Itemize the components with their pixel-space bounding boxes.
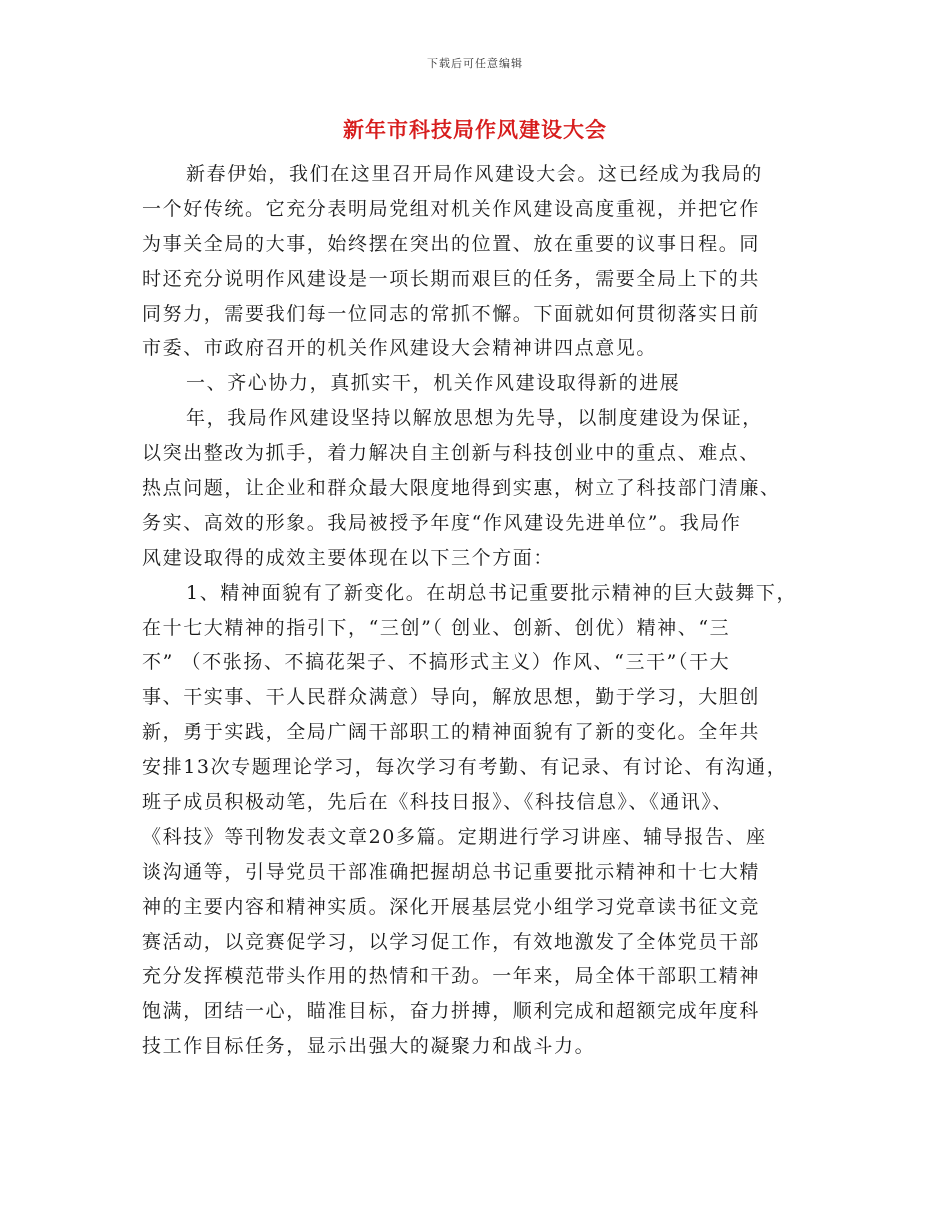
paragraph-line: 热点问题，让企业和群众最大限度地得到实惠，树立了科技部门清廉、	[142, 477, 781, 500]
paragraph-line: 不” （不张扬、不搞花架子、不搞形式主义）作风、“三干”（干大	[142, 651, 731, 674]
paragraph-line: 为事关全局的大事，始终摆在突出的位置、放在重要的议事日程。同	[142, 232, 761, 255]
paragraph-line: 一个好传统。它充分表明局党组对机关作风建设高度重视，并把它作	[142, 197, 761, 220]
paragraph-line: 时还充分说明作风建设是一项长期而艰巨的任务，需要全局上下的共	[142, 267, 761, 290]
paragraph-line: 安排13次专题理论学习，每次学习有考勤、有记录、有讨论、有沟通，	[142, 756, 788, 779]
paragraph-line: 赛活动，以竞赛促学习，以学习促工作，有效地激发了全体党员干部	[142, 930, 761, 953]
paragraph-line: 年，我局作风建设坚持以解放思想为先导，以制度建设为保证，	[186, 407, 763, 430]
paragraph-line: 技工作目标任务，显示出强大的凝聚力和战斗力。	[142, 1035, 596, 1058]
document-title: 新年市科技局作风建设大会	[343, 118, 607, 142]
paragraph-line: 市委、市政府召开的机关作风建设大会精神讲四点意见。	[142, 337, 658, 360]
paragraph-line: 新，勇于实践，全局广阔干部职工的精神面貌有了新的变化。全年共	[142, 721, 761, 744]
paragraph-line: 事、干实事、干人民群众满意）导向，解放思想，勤于学习，大胆创	[142, 686, 761, 709]
section-heading: 一、齐心协力，真抓实干，机关作风建设取得新的进展	[186, 372, 681, 395]
paragraph-line: 《科技》等刊物发表文章20多篇。定期进行学习讲座、辅导报告、座	[142, 825, 767, 848]
paragraph-line: 新春伊始，我们在这里召开局作风建设大会。这已经成为我局的	[186, 163, 763, 185]
document-body	[142, 157, 822, 1064]
paragraph-line: 务实、高效的形象。我局被授予年度“作风建设先进单位”。我局作	[142, 511, 742, 534]
paragraph-line: 以突出整改为抓手，着力解决自主创新与科技创业中的重点、难点、	[142, 442, 761, 465]
paragraph-line: 饱满，团结一心，瞄准目标，奋力拼搏，顺利完成和超额完成年度科	[142, 1000, 761, 1023]
paragraph-line: 充分发挥模范带头作用的热情和干劲。一年来，局全体干部职工精神	[142, 965, 761, 988]
paragraph-line: 神的主要内容和精神实质。深化开展基层党小组学习党章读书征文竞	[142, 895, 761, 918]
paragraph-line: 在十七大精神的指引下，“三创”（ 创业、创新、创优）精神、“三	[142, 616, 731, 639]
paragraph-line: 风建设取得的成效主要体现在以下三个方面：	[142, 546, 555, 569]
header-note: 下载后可任意编辑	[427, 57, 523, 70]
paragraph-line: 班子成员积极动笔，先后在《科技日报》、《科技信息》、《通讯》、	[142, 791, 734, 814]
paragraph-line: 同努力，需要我们每一位同志的常抓不懈。下面就如何贯彻落实日前	[142, 302, 761, 325]
paragraph-line: 谈沟通等，引导党员干部准确把握胡总书记重要批示精神和十七大精	[142, 860, 761, 883]
paragraph-line: 1、精神面貌有了新变化。在胡总书记重要批示精神的巨大鼓舞下，	[186, 581, 798, 604]
